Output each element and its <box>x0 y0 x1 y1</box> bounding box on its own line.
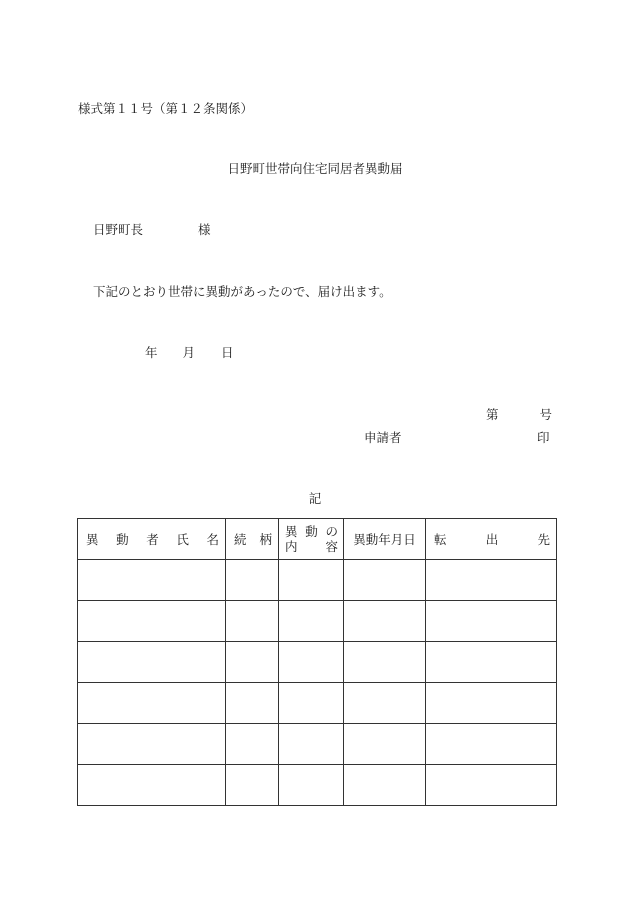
cell-person-name[interactable] <box>78 601 226 642</box>
date-day-label: 日 <box>221 345 234 360</box>
table-row <box>78 642 557 683</box>
cell-person-name[interactable] <box>78 560 226 601</box>
date-line <box>145 345 234 361</box>
document-title: 日野町世帯向住宅同居者異動届 <box>227 161 403 176</box>
cell-person-name[interactable] <box>78 683 226 724</box>
ki-heading: 記 <box>308 491 322 506</box>
header-change-content: 異 動 の 内 容 <box>279 519 344 560</box>
cell-destination[interactable] <box>426 601 557 642</box>
reference-dai-label: 第 <box>486 407 499 422</box>
change-record-table <box>77 518 557 806</box>
cell-change-date[interactable] <box>344 560 426 601</box>
cell-change-content[interactable] <box>279 765 344 806</box>
cell-change-content[interactable] <box>279 601 344 642</box>
table-row <box>78 601 557 642</box>
cell-person-name[interactable] <box>78 765 226 806</box>
cell-person-name[interactable] <box>78 642 226 683</box>
cell-change-date[interactable] <box>344 642 426 683</box>
addressee-name: 日野町長 <box>93 222 144 237</box>
cell-relationship[interactable] <box>226 765 279 806</box>
form-number: 様式第１１号（第１２条関係） <box>78 101 254 116</box>
cell-change-content[interactable] <box>279 560 344 601</box>
reference-go-label: 号 <box>539 407 553 422</box>
date-month-label: 月 <box>182 345 196 360</box>
cell-relationship[interactable] <box>226 560 279 601</box>
cell-change-date[interactable] <box>344 601 426 642</box>
cell-change-content[interactable] <box>279 724 344 765</box>
cell-relationship[interactable] <box>226 724 279 765</box>
cell-change-content[interactable] <box>279 683 344 724</box>
table-row <box>78 724 557 765</box>
reference-number-line <box>486 407 552 423</box>
cell-relationship[interactable] <box>226 642 279 683</box>
cell-destination[interactable] <box>426 765 557 806</box>
cell-person-name[interactable] <box>78 724 226 765</box>
cell-destination[interactable] <box>426 724 557 765</box>
cell-destination[interactable] <box>426 560 557 601</box>
header-change-date: 異動年月日 <box>344 519 426 560</box>
table-header-row <box>78 519 557 560</box>
applicant-label: 申請者 <box>364 430 402 445</box>
cell-change-content[interactable] <box>279 642 344 683</box>
cell-relationship[interactable] <box>226 683 279 724</box>
intro-text: 下記のとおり世帯に異動があったので、届け出ます。 <box>93 284 392 299</box>
cell-change-date[interactable] <box>344 683 426 724</box>
addressee-honorific: 様 <box>198 222 211 237</box>
table-row <box>78 683 557 724</box>
addressee-line <box>93 222 211 238</box>
cell-destination[interactable] <box>426 683 557 724</box>
cell-relationship[interactable] <box>226 601 279 642</box>
cell-destination[interactable] <box>426 642 557 683</box>
table-row <box>78 560 557 601</box>
applicant-line <box>364 430 550 446</box>
header-person-name: 異 動 者 氏 名 <box>78 519 226 560</box>
header-destination: 転 出 先 <box>426 519 557 560</box>
cell-change-date[interactable] <box>344 724 426 765</box>
header-relationship: 続 柄 <box>226 519 279 560</box>
cell-change-date[interactable] <box>344 765 426 806</box>
date-year-label: 年 <box>145 345 158 360</box>
table-row <box>78 765 557 806</box>
seal-mark: 印 <box>537 430 550 445</box>
